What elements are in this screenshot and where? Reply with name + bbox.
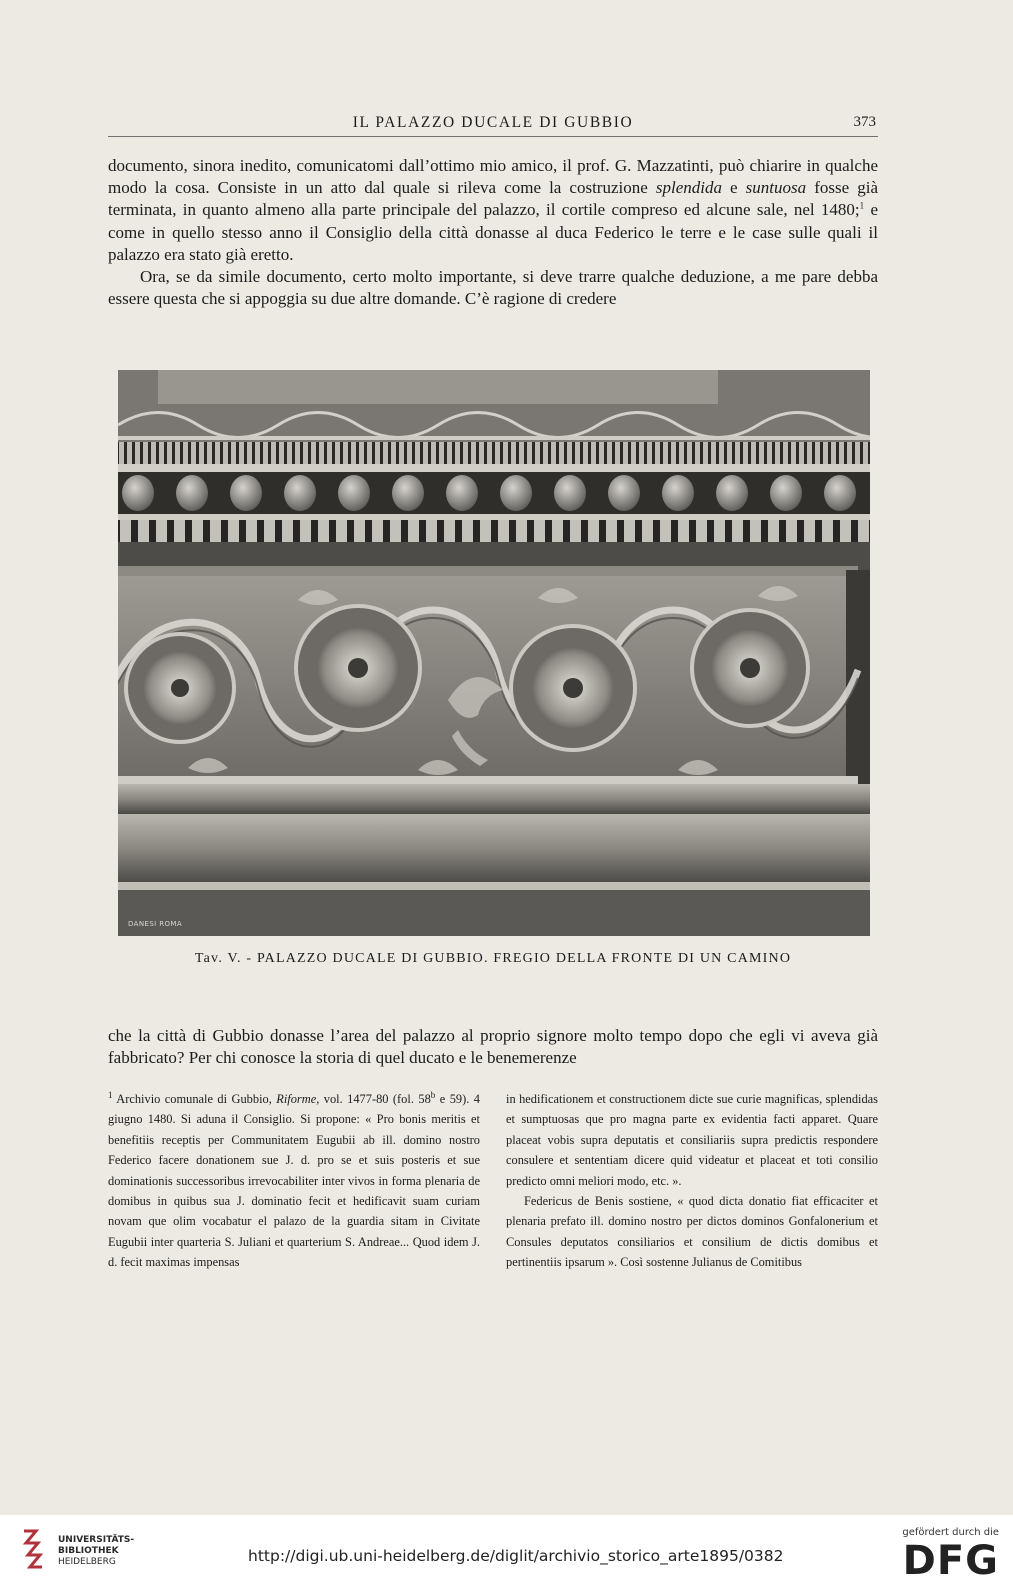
library-name: UNIVERSITÄTS- BIBLIOTHEK HEIDELBERG xyxy=(58,1535,135,1567)
page-number: 373 xyxy=(853,114,876,130)
university-library-logo-icon xyxy=(20,1527,52,1577)
footnote-column-left xyxy=(108,1089,480,1273)
paragraph-1: documento, sinora inedito, comunicatomi dall’ottimo mio amico, il prof. G. Mazzatinti, può chiarire in qualche modo la cosa. Consiste in un atto dal quale si rileva come la costruzione splendida e suntuosa fosse già terminata, in quanto almeno alla parte principale del palazzo, il cortile compreso ed alcune sale, nel 1480;$^1$ e come in quello stesso anno il Consiglio della città donasse al duca Federico le terre e le case sulle quali il palazzo era stato già eretto. xyxy=(108,156,878,264)
footnote-column-right xyxy=(506,1089,878,1273)
frieze-plate-image xyxy=(118,370,870,936)
body-text-top xyxy=(108,155,878,310)
italic-word: suntuosa xyxy=(745,178,807,198)
footnote-1-continued: in hedificationem et constructionem dicte sue curie magnificas, splendidas et sumptuosas que pro magna parte ex evidentia facti apparet. Quare placeat vobis supra deputatis et consiliariis supra predictis respondere consulere et sententiam dicere quid videatur et placeat et toti consilio predicto omni meliori modo, etc. ». xyxy=(506,1092,878,1188)
running-title: IL PALAZZO DUCALE DI GUBBIO xyxy=(352,114,634,131)
footnote-marker: 1 xyxy=(108,1089,113,1100)
plate-credit: DANESI ROMA xyxy=(128,920,183,928)
italic-word: Riforme xyxy=(276,1092,317,1106)
plate-caption: Tav. V. - PALAZZO DUCALE DI GUBBIO. FREGIO DELLA FRONTE DI UN CAMINO xyxy=(194,951,792,966)
frieze-illustration xyxy=(118,370,870,936)
digitization-footer xyxy=(0,1515,1013,1591)
body-text-bottom xyxy=(108,1025,878,1069)
source-url-link[interactable]: http://digi.ub.uni-heidelberg.de/diglit/archivio_storico_arte1895/0382 xyxy=(248,1547,784,1565)
footnote-1-paragraph-2: Federicus de Benis sostiene, « quod dicta donatio fiat efficaciter et plenaria prefato ill. domino nostro per dictos dominos Gonfalonerium et Consules deputatos consiliarios et consilium de dictis domibus et pertinentiis ipsarum ». Così sostenne Julianus de Comitibus xyxy=(506,1194,878,1270)
dfg-logo: DFG xyxy=(902,1538,999,1584)
italic-word: splendida xyxy=(655,178,722,198)
funded-by-label: gefördert durch die xyxy=(902,1527,999,1538)
running-head xyxy=(108,112,878,137)
paragraph-3: che la città di Gubbio donasse l’area del palazzo al proprio signore molto tempo dopo che egli vi aveva già fabbricato? Per chi conosce la storia di quel ducato e le benemerenze xyxy=(108,1026,878,1068)
footnote-1: $^1$ Archivio comunale di Gubbio, Riforme, vol. 1477-80 (fol. 58$^b$ e 59). 4 giugno 1480. Si aduna il Consiglio. Si propone: « Pro bonis meritis et benefitiis receptis per Communitatem Eugubii ab ill. domino nostro Federico facere donationem sue J. d. pro se et suis posteris et sue dominationis successoribus irrevocabiliter inter vivos in forma plenaria de domibus in quibus sua J. dominatio fecit et hedificavit suam curiam novam que olim vocabatur el palazo de la guardia sitam in Civitate Eugubii inter quarteria S. Juliani et quarterium S. Andreae... Quod idem J. d. fecit maximas impensas xyxy=(108,1089,480,1270)
paragraph-2: Ora, se da simile documento, certo molto importante, si deve trarre qualche deduzione, a me pare debba essere questa che si appoggia su due altre domande. C’è ragione di credere xyxy=(108,267,878,309)
footnote-ref[interactable]: 1 xyxy=(859,200,865,211)
